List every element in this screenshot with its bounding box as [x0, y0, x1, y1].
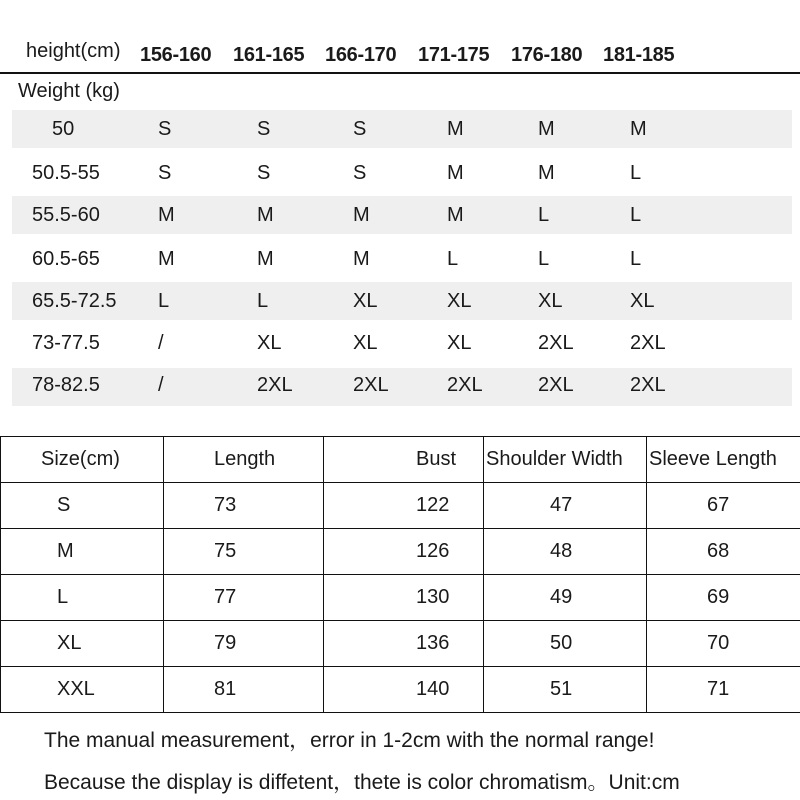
size-value: L	[158, 290, 170, 312]
header-sleeve-length: Sleeve Length	[647, 437, 800, 483]
weight-value: 60.5-65	[32, 248, 100, 270]
size-value: XL	[538, 290, 563, 312]
size-value: M	[538, 118, 555, 140]
size-value: 2XL	[447, 374, 483, 396]
table-row	[1, 483, 800, 529]
weight-value: 65.5-72.5	[32, 290, 117, 312]
size-value: XL	[447, 332, 472, 354]
weight-value: 55.5-60	[32, 204, 100, 226]
size-value: L	[257, 290, 269, 312]
note-color: Because the display is diffetent，thete is color chromatism。Unit:cm	[44, 771, 680, 794]
height-range: 176-180	[511, 44, 583, 66]
size-value: L	[447, 248, 459, 270]
size-value: L	[630, 204, 642, 226]
size-value: 2XL	[353, 374, 389, 396]
size-value: M	[158, 248, 175, 270]
cell-shoulder-width: 50	[484, 621, 647, 667]
weight-value: 50	[52, 118, 75, 140]
height-range: 171-175	[418, 44, 490, 66]
size-row-band	[12, 110, 792, 148]
size-row-band	[12, 153, 792, 191]
table-row	[1, 529, 800, 575]
size-value: M	[630, 118, 647, 140]
height-range: 156-160	[140, 44, 212, 66]
weight-value: 50.5-55	[32, 162, 100, 184]
size-value: L	[538, 204, 550, 226]
measurement-table	[0, 436, 800, 713]
size-value: M	[353, 204, 370, 226]
size-value: M	[257, 248, 274, 270]
size-value: XL	[257, 332, 282, 354]
size-value: L	[538, 248, 550, 270]
cell-bust: 130	[324, 575, 484, 621]
size-value: XL	[447, 290, 472, 312]
height-label: height(cm)	[26, 40, 121, 62]
header-divider	[0, 72, 800, 74]
cell-size: XL	[1, 621, 164, 667]
size-row-band	[12, 325, 792, 363]
cell-length: 77	[164, 575, 324, 621]
size-value: M	[447, 118, 464, 140]
size-value: 2XL	[630, 374, 666, 396]
size-value: L	[630, 248, 642, 270]
weight-value: 78-82.5	[32, 374, 100, 396]
size-value: XL	[353, 332, 378, 354]
size-value: M	[538, 162, 555, 184]
size-value: S	[257, 162, 271, 184]
size-value: M	[353, 248, 370, 270]
size-value: S	[158, 118, 172, 140]
size-value: S	[353, 118, 367, 140]
size-value: 2XL	[257, 374, 293, 396]
table-row	[1, 667, 800, 713]
cell-length: 75	[164, 529, 324, 575]
cell-shoulder-width: 49	[484, 575, 647, 621]
cell-length: 81	[164, 667, 324, 713]
cell-bust: 136	[324, 621, 484, 667]
size-value: S	[158, 162, 172, 184]
cell-sleeve-length: 70	[647, 621, 800, 667]
cell-sleeve-length: 67	[647, 483, 800, 529]
header-length: Length	[164, 437, 324, 483]
cell-shoulder-width: 48	[484, 529, 647, 575]
cell-length: 79	[164, 621, 324, 667]
size-row-band	[12, 239, 792, 277]
size-value: 2XL	[630, 332, 666, 354]
size-value: S	[257, 118, 271, 140]
cell-sleeve-length: 71	[647, 667, 800, 713]
size-value: XL	[353, 290, 378, 312]
height-range: 166-170	[325, 44, 397, 66]
weight-label: Weight (kg)	[18, 80, 120, 102]
size-row-band	[12, 368, 792, 406]
size-value: S	[353, 162, 367, 184]
size-value: L	[630, 162, 642, 184]
size-value: M	[158, 204, 175, 226]
cell-bust: 122	[324, 483, 484, 529]
cell-size: S	[1, 483, 164, 529]
cell-sleeve-length: 68	[647, 529, 800, 575]
cell-size: M	[1, 529, 164, 575]
header-shoulder-width: Shoulder Width	[484, 437, 647, 483]
cell-size: XXL	[1, 667, 164, 713]
height-range: 161-165	[233, 44, 305, 66]
table-row	[1, 575, 800, 621]
cell-length: 73	[164, 483, 324, 529]
cell-shoulder-width: 47	[484, 483, 647, 529]
size-value: 2XL	[538, 332, 574, 354]
size-value: M	[257, 204, 274, 226]
table-header-row	[1, 437, 800, 483]
table-row	[1, 621, 800, 667]
cell-shoulder-width: 51	[484, 667, 647, 713]
size-value: /	[158, 332, 164, 354]
height-range: 181-185	[603, 44, 675, 66]
header-size: Size(cm)	[1, 437, 164, 483]
cell-sleeve-length: 69	[647, 575, 800, 621]
cell-bust: 126	[324, 529, 484, 575]
size-value: 2XL	[538, 374, 574, 396]
size-value: M	[447, 162, 464, 184]
size-value: /	[158, 374, 164, 396]
note-measurement: The manual measurement，error in 1-2cm with the normal range!	[44, 729, 655, 752]
size-row-band	[12, 196, 792, 234]
cell-bust: 140	[324, 667, 484, 713]
weight-value: 73-77.5	[32, 332, 100, 354]
size-value: XL	[630, 290, 655, 312]
size-value: M	[447, 204, 464, 226]
cell-size: L	[1, 575, 164, 621]
size-row-band	[12, 282, 792, 320]
header-bust: Bust	[324, 437, 484, 483]
